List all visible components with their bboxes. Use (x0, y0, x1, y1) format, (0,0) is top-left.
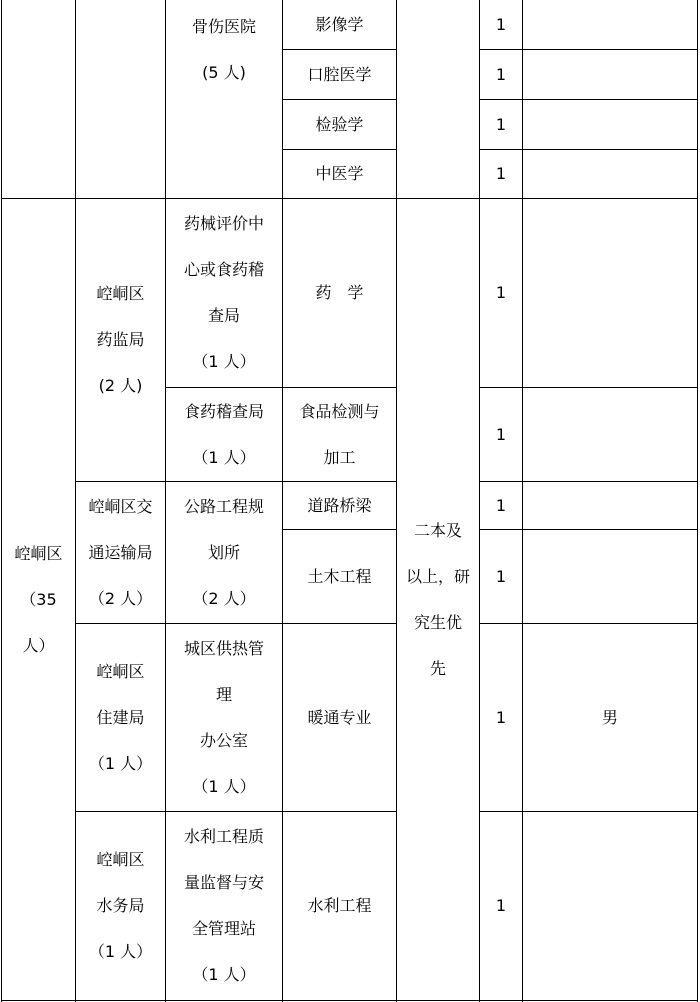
major-cell: 土木工程 (307, 566, 372, 586)
district-name: 崆峒区 （35 人） (14, 543, 63, 655)
count-cell: 1 (495, 14, 507, 34)
major-cell: 口腔医学 (307, 64, 372, 84)
major-cell: 检验学 (315, 114, 364, 134)
note-cell: 男 (601, 707, 618, 727)
count-cell: 1 (495, 566, 507, 586)
major-cell: 食品检测与 加工 (299, 401, 380, 467)
count-cell: 1 (495, 424, 507, 444)
district-cell (2, 199, 75, 1000)
major-cell: 道路桥梁 (307, 495, 372, 515)
count-cell: 1 (495, 896, 507, 915)
count-cell: 1 (495, 164, 507, 183)
major-cell: 中医学 (315, 164, 364, 183)
hospital-name: 骨伤医院 (5 人) (191, 17, 256, 82)
major-cell: 暖通专业 (307, 707, 372, 727)
hospital-cell (166, 0, 282, 100)
grid-line (697, 0, 698, 1002)
education-cell (397, 199, 479, 1000)
major-cell: 药 学 (315, 283, 364, 302)
grid-line (522, 0, 523, 1002)
count-cell: 1 (495, 283, 507, 302)
major-cell: 水利工程 (307, 896, 372, 915)
unit-cell: 药械评价中 心或食药稽 查局 （1 人） (183, 214, 264, 371)
education-requirement: 二本及 以上，研 究生优 先 (405, 520, 470, 678)
dept-cell: 崆峒区 水务局 （1 人） (88, 850, 153, 961)
count-cell: 1 (495, 64, 507, 84)
dept-cell: 崆峒区交 通运输局 （2 人） (88, 496, 153, 608)
count-cell: 1 (495, 495, 507, 515)
count-cell: 1 (495, 707, 507, 727)
unit-cell: 城区供热管 理 办公室 （1 人） (183, 638, 264, 796)
count-cell: 1 (495, 114, 507, 134)
major-cell: 影像学 (315, 14, 364, 34)
dept-cell: 崆峒区 住建局 （1 人） (88, 661, 153, 773)
grid-line (1, 1000, 698, 1001)
unit-cell: 公路工程规 划所 （2 人） (183, 496, 264, 608)
unit-cell: 水利工程质 量监督与安 全管理站 （1 人） (183, 827, 264, 984)
unit-cell: 食药稽查局 （1 人） (183, 401, 264, 467)
dept-cell: 崆峒区 药监局 (2 人) (96, 284, 145, 395)
